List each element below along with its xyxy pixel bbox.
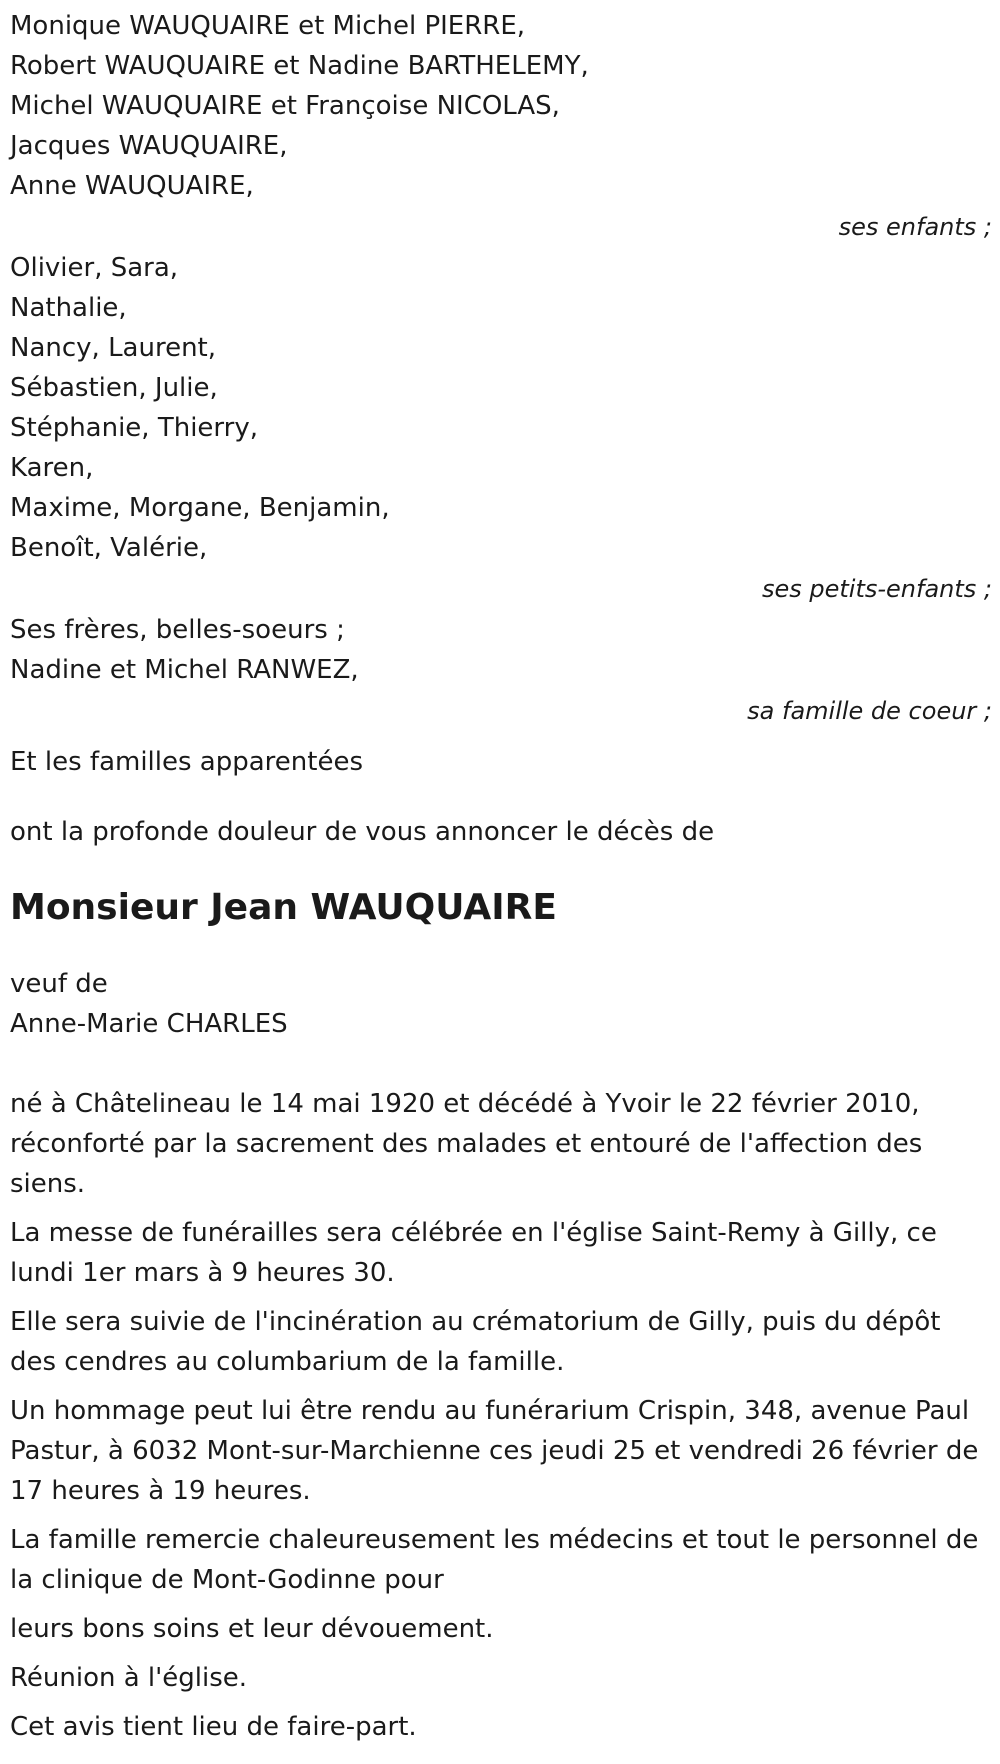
grandchildren-role: ses petits-enfants ;	[761, 575, 992, 603]
birth-death-paragraph: né à Châtelineau le 14 mai 1920 et décédé à Yvoir le 22 février 2010, réconforté par la sacrement des malades et entouré de l'affection des siens.	[10, 1089, 923, 1199]
grandchild-line: Stéphanie, Thierry,	[10, 413, 258, 443]
heart-family-role-row	[10, 690, 992, 732]
notice-body	[10, 1084, 992, 1747]
grandchild-line: Nathalie,	[10, 293, 127, 323]
announcement: ont la profonde douleur de vous annoncer le décès de	[10, 817, 715, 847]
children-role-row	[10, 206, 992, 248]
grandchildren-list	[10, 248, 992, 568]
funeral-mass-paragraph: La messe de funérailles sera célébrée en l'église Saint-Remy à Gilly, ce lundi 1er mars à 9 heures 30.	[10, 1218, 937, 1288]
widower-label: veuf de	[10, 969, 108, 999]
closing-paragraph: Cet avis tient lieu de faire-part.	[10, 1712, 417, 1742]
related-families: Et les familles apparentées	[10, 747, 364, 777]
heart-family-role: sa famille de coeur ;	[747, 697, 992, 725]
tribute-paragraph: Un hommage peut lui être rendu au funérarium Crispin, 348, avenue Paul Pastur, à 6032 Mont-sur-Marchienne ces jeudi 25 et vendredi 26 février de 17 heures à 19 heures.	[10, 1396, 979, 1506]
spouse-name: Anne-Marie CHARLES	[10, 1009, 288, 1039]
grandchild-line: Benoît, Valérie,	[10, 533, 208, 563]
grandchild-line: Olivier, Sara,	[10, 253, 179, 283]
grandchild-line: Nancy, Laurent,	[10, 333, 217, 363]
child-line: Monique WAUQUAIRE et Michel PIERRE,	[10, 11, 526, 41]
death-notice	[10, 6, 992, 1756]
child-line: Jacques WAUQUAIRE,	[10, 131, 288, 161]
thanks-paragraph: La famille remercie chaleureusement les médecins et tout le personnel de la clinique de Mont-Godinne pour	[10, 1525, 979, 1595]
children-role: ses enfants ;	[838, 213, 992, 241]
deceased-name: Monsieur Jean WAUQUAIRE	[10, 887, 557, 928]
grandchild-line: Sébastien, Julie,	[10, 373, 218, 403]
grandchildren-role-row	[10, 568, 992, 610]
sibling-line: Nadine et Michel RANWEZ,	[10, 655, 359, 685]
grandchild-line: Karen,	[10, 453, 94, 483]
grandchild-line: Maxime, Morgane, Benjamin,	[10, 493, 390, 523]
cremation-paragraph: Elle sera suivie de l'incinération au crématorium de Gilly, puis du dépôt des cendres au columbarium de la famille.	[10, 1307, 941, 1377]
child-line: Anne WAUQUAIRE,	[10, 171, 254, 201]
thanks-continued-paragraph: leurs bons soins et leur dévouement.	[10, 1614, 494, 1644]
children-list	[10, 6, 992, 206]
child-line: Michel WAUQUAIRE et Françoise NICOLAS,	[10, 91, 560, 121]
sibling-line: Ses frères, belles-soeurs ;	[10, 615, 345, 645]
meeting-paragraph: Réunion à l'église.	[10, 1663, 248, 1693]
child-line: Robert WAUQUAIRE et Nadine BARTHELEMY,	[10, 51, 589, 81]
siblings-list	[10, 610, 992, 690]
